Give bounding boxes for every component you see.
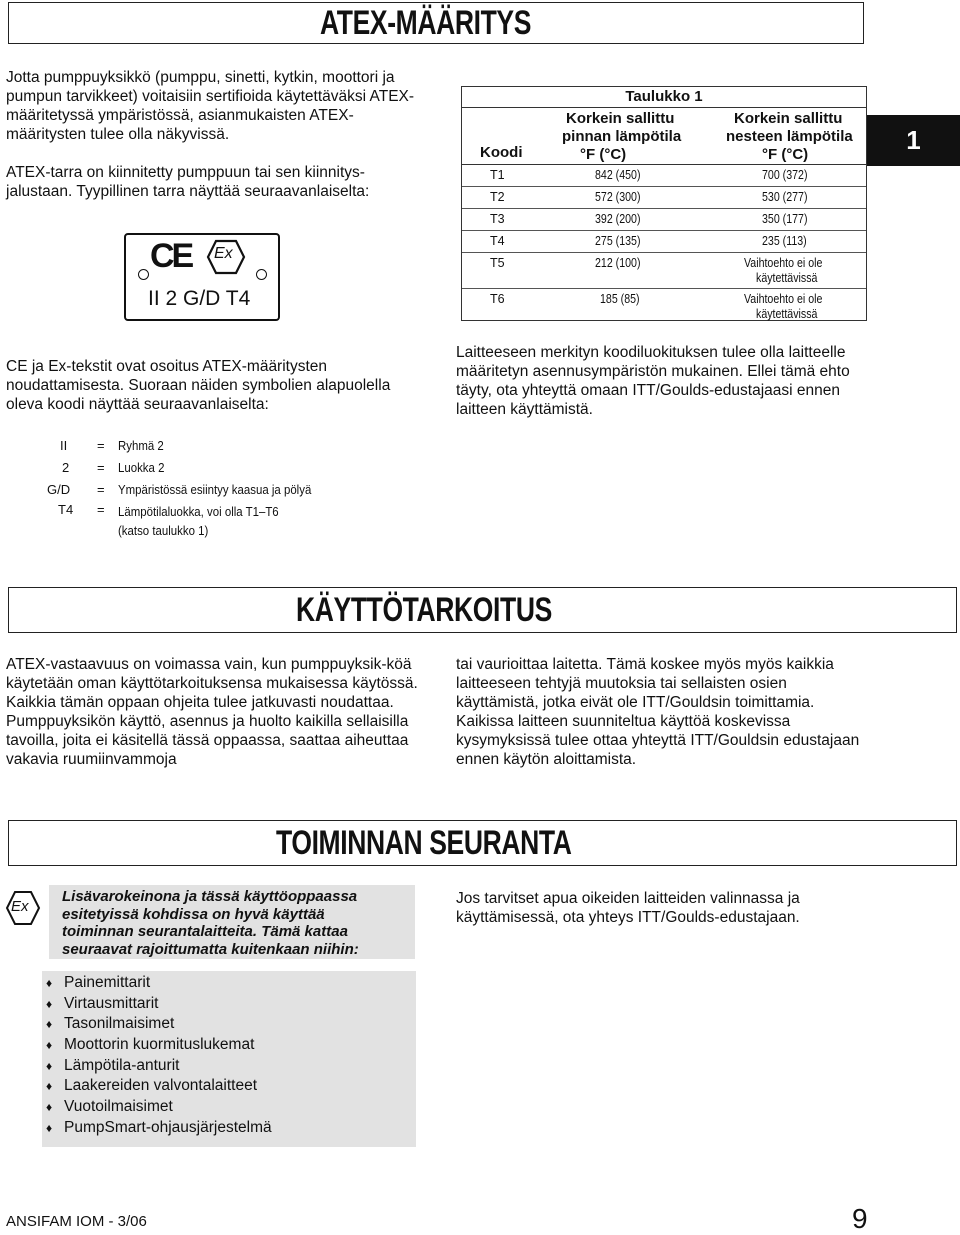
diamond-bullet-icon: ♦ bbox=[46, 1017, 53, 1032]
table-row bbox=[462, 253, 866, 289]
col-surface-1: Korkein sallittu bbox=[566, 110, 675, 127]
list-item: ♦ Tasonilmaisimet bbox=[46, 1014, 406, 1035]
monitoring-right: Jos tarvitset apua oikeiden laitteiden valinnassa ja käyttämisessä, ota yhteys ITT/Goulds-edustajaan. bbox=[456, 890, 800, 926]
table-row bbox=[462, 209, 866, 231]
legend-eq: = bbox=[97, 502, 105, 517]
col-liquid-unit: °F (°C) bbox=[762, 146, 809, 163]
cell-liquid: 530 (277) bbox=[762, 190, 808, 204]
page-number: 9 bbox=[852, 1203, 868, 1234]
list-item: ♦ Painemittarit bbox=[46, 973, 406, 994]
list-item: ♦ Moottorin kuormituslukemat bbox=[46, 1035, 406, 1056]
note-line: esitetyissä kohdissa on hyvä käyttää bbox=[62, 905, 325, 923]
page-title: ATEX-MÄÄRITYS bbox=[320, 4, 532, 42]
note-line: toiminnan seurantalaitteita. Tämä kattaa bbox=[62, 923, 348, 940]
cell-surface: 275 (135) bbox=[595, 234, 641, 248]
table-row bbox=[462, 289, 866, 323]
footer-document-id: ANSIFAM IOM - 3/06 bbox=[6, 1213, 147, 1230]
diamond-bullet-icon: ♦ bbox=[46, 1120, 53, 1135]
usage-title: KÄYTTÖTARKOITUS bbox=[296, 591, 552, 629]
label-hole-left bbox=[138, 269, 149, 280]
legend-code: T4 bbox=[58, 502, 74, 517]
monitoring-device-list bbox=[46, 973, 406, 1139]
diamond-bullet-icon: ♦ bbox=[46, 976, 53, 990]
atex-code: II 2 G/D T4 bbox=[148, 287, 251, 310]
legend-desc: Luokka 2 bbox=[118, 460, 165, 475]
cell-liquid-2: käytettävissä bbox=[756, 307, 818, 321]
note-line: Lisävarokeinona ja tässä käyttöoppaassa bbox=[62, 888, 358, 905]
legend-code: 2 bbox=[62, 460, 70, 475]
list-item: ♦ Virtausmittarit bbox=[46, 994, 406, 1015]
ex-mark: Ex bbox=[214, 245, 233, 262]
ce-explanation: CE ja Ex-tekstit ovat osoitus ATEX-määritysten noudattamisesta. Suoraan näiden symbolien alapuolella oleva koodi näyttää seuraavanlaiselta: bbox=[6, 358, 391, 413]
legend-desc: Ryhmä 2 bbox=[118, 438, 164, 453]
legend-desc: Lämpötilaluokka, voi olla T1–T6 bbox=[118, 504, 279, 519]
cell-code: T5 bbox=[490, 256, 505, 270]
col-code: Koodi bbox=[480, 144, 523, 161]
page-tab: 1 bbox=[867, 115, 960, 166]
table-row bbox=[462, 187, 866, 209]
legend-eq: = bbox=[97, 438, 105, 453]
legend-code: II bbox=[60, 438, 68, 453]
cell-surface: 185 (85) bbox=[600, 292, 640, 306]
cell-liquid: Vaihtoehto ei ole bbox=[744, 292, 823, 306]
legend-desc: Ympäristössä esiintyy kaasua ja pölyä bbox=[118, 482, 312, 497]
list-item: ♦ Laakereiden valvontalaitteet bbox=[46, 1076, 406, 1097]
cell-code: T4 bbox=[490, 234, 505, 248]
code-compliance-text: Laitteeseen merkityn koodiluokituksen tulee olla laitteelle määritetyn asennusympäristön mukainen. Ellei tämä ehto täyty, ota yhteyttä omaan ITT/Goulds-edustajaasi ennen laitteen käyttämistä. bbox=[456, 344, 850, 418]
atex-intro-paragraph-1: Jotta pumppuyksikkö (pumppu, sinetti, kytkin, moottori ja pumpun tarvikkeet) voitaisiin sertifioida käytettäväksi ATEX-määritetyssä ympäristössä, asianmukaisten ATEX-määritysten tulee olla näkyvissä. bbox=[6, 69, 415, 143]
diamond-bullet-icon: ♦ bbox=[46, 996, 53, 1011]
cell-code: T3 bbox=[490, 212, 505, 226]
list-item: ♦ PumpSmart-ohjausjärjestelmä bbox=[46, 1118, 406, 1139]
cell-code: T1 bbox=[490, 168, 505, 182]
list-item: ♦ Lämpötila-anturit bbox=[46, 1056, 406, 1077]
cell-code: T6 bbox=[490, 292, 505, 306]
legend-code: G/D bbox=[47, 482, 71, 497]
cell-liquid: 235 (113) bbox=[762, 234, 807, 248]
cell-code: T2 bbox=[490, 190, 505, 204]
cell-liquid: 350 (177) bbox=[762, 212, 808, 226]
cell-surface: 392 (200) bbox=[595, 212, 641, 226]
note-line: seuraavat rajoittumatta kuitenkaan niihin: bbox=[62, 940, 359, 958]
diamond-bullet-icon: ♦ bbox=[46, 1058, 53, 1073]
legend-eq: = bbox=[97, 460, 105, 475]
cell-liquid-2: käytettävissä bbox=[756, 271, 818, 285]
cell-surface: 572 (300) bbox=[595, 190, 641, 204]
diamond-bullet-icon: ♦ bbox=[46, 1079, 53, 1094]
atex-intro bbox=[6, 68, 426, 220]
cell-liquid: 700 (372) bbox=[762, 168, 808, 182]
table-caption: Taulukko 1 bbox=[462, 87, 866, 108]
cell-surface: 212 (100) bbox=[595, 256, 641, 270]
col-liquid-1: Korkein sallittu bbox=[734, 110, 843, 127]
ex-warning-text: Ex bbox=[11, 898, 29, 915]
diamond-bullet-icon: ♦ bbox=[46, 1100, 53, 1115]
label-hole-right bbox=[256, 269, 267, 280]
table-row bbox=[462, 165, 866, 187]
legend-eq: = bbox=[97, 482, 105, 497]
usage-right: tai vaurioittaa laitetta. Tämä koskee myös myös kaikkia laitteeseen tehtyjä muutoksia tai sellaisten osien käyttämistä, jotka eivät ole ITT/Gouldsin toimittamia. Kaikissa laitteen suunniteltua käyttöä koskevissa kysymyksissä tulee ottaa yhteyttä ITT/Gouldsin edustajaan ennen käytön aloittamista. bbox=[456, 656, 860, 768]
table-row bbox=[462, 231, 866, 253]
temperature-table bbox=[461, 86, 867, 321]
diamond-bullet-icon: ♦ bbox=[46, 1038, 53, 1053]
monitoring-note bbox=[62, 888, 414, 958]
cell-surface: 842 (450) bbox=[595, 168, 641, 182]
usage-left: ATEX-vastaavuus on voimassa vain, kun pumppuyksik-köä käytetään oman käyttötarkoituksensa mukaisessa käytössä. Kaikkia tämän oppaan ohjeita tulee jatkuvasti noudattaa. Pumppuyksikön käyttö, asennus ja huolto kaikilla sellaisilla tavoilla, joita ei käsitellä tässä oppaassa, saattaa aiheuttaa vakavia ruumiinvammoja bbox=[6, 656, 418, 768]
col-liquid-2: nesteen lämpötila bbox=[726, 128, 853, 145]
legend-desc-2: (katso taulukko 1) bbox=[118, 523, 209, 538]
list-item: ♦ Vuotoilmaisimet bbox=[46, 1097, 406, 1118]
table-header bbox=[462, 108, 866, 165]
cell-liquid: Vaihtoehto ei ole bbox=[744, 256, 823, 270]
atex-label bbox=[124, 233, 280, 321]
col-surface-2: pinnan lämpötila bbox=[562, 128, 682, 145]
atex-intro-paragraph-2: ATEX-tarra on kiinnitetty pumppuun tai sen kiinnitys-jalustaan. Tyypillinen tarra näyttää seuraavanlaiselta: bbox=[6, 164, 370, 200]
ce-mark: CE bbox=[150, 237, 192, 275]
col-surface-unit: °F (°C) bbox=[580, 146, 627, 163]
monitoring-title: TOIMINNAN SEURANTA bbox=[276, 824, 572, 862]
